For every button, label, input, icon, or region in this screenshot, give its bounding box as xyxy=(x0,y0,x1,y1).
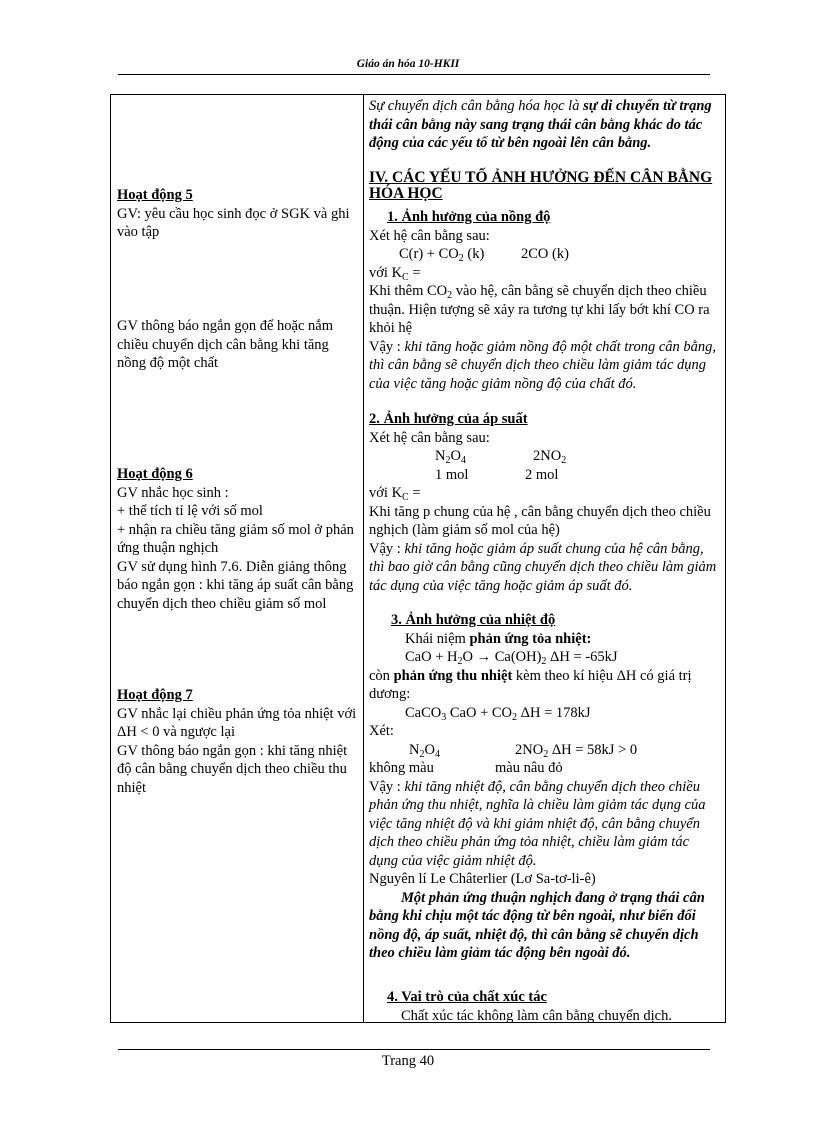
kc-expression-1: với $K_C$ = xyxy=(369,264,421,283)
equation-n2o4: $N_2O_4$ $2NO_2$ ΔH = 58kJ > 0 xyxy=(409,741,638,760)
column-divider xyxy=(363,95,364,1022)
activity-6-line-2: + thể tích tỉ lệ với số mol xyxy=(117,503,263,519)
activity-7 xyxy=(117,686,357,797)
equation-caco3: CaCO$_3$ CaO + $CO_2$ ΔH = 178kJ xyxy=(405,704,591,723)
activity-5 xyxy=(117,186,357,242)
section-3-block xyxy=(369,611,721,963)
section-2-xet: Xét hệ cân bằng sau: xyxy=(369,429,490,446)
activity-5-text: GV: yêu cầu học sinh đọc ở SGK và ghi vào tập xyxy=(117,205,350,240)
section-1-xet: Xét hệ cân bằng sau: xyxy=(369,227,490,244)
lesson-table xyxy=(110,94,726,1023)
section-2-para: Khi tăng p chung của hệ , cân bằng chuyển dịch theo chiều nghịch (làm giảm số mol của hệ) xyxy=(369,503,711,538)
activity-6-line-1: GV nhắc học sinh : xyxy=(117,484,229,501)
activity-7-title: Hoạt động 7 xyxy=(117,687,193,703)
page-number: Trang 40 xyxy=(381,1053,435,1069)
header-rule xyxy=(118,74,710,75)
section-4-para: Chất xúc tác không làm cân bằng chuyển dịch. xyxy=(401,1007,672,1024)
activity-7-line-3: GV thông báo ngắn gọn : khi tăng nhiệt độ cân bằng chuyển dịch theo chiều thu nhiệt xyxy=(117,742,348,796)
endothermic-concept: còn phản ứng thu nhiệt kèm theo kí hiệu ΔH có giá trị dương: xyxy=(369,667,692,702)
gv-concentration-note: GV thông báo ngắn gọn để hoặc nắm chiều chuyển dịch cân bằng khi tăng nồng độ một chất xyxy=(117,318,333,371)
equilibrium-shift-definition: Sự chuyển dịch cân bằng hóa học là sự di chuyển từ trạng thái cân bằng này sang trạng thái cân bằng khác do tác động của các yếu tố từ bên ngoài lên cân bằng. xyxy=(369,98,712,151)
equation-cao: CaO + $H_2O \to Ca(OH)_2$ ΔH = -65kJ xyxy=(405,649,618,667)
activity-6-title: Hoạt động 6 xyxy=(117,466,193,482)
section-3-title: 3. Ảnh hưởng của nhiệt độ xyxy=(391,612,556,628)
le-chatelier-name: Nguyên lí Le Châterlier (Lơ Sa-tơ-li-ê) xyxy=(369,871,596,887)
color-row: không màu màu nâu đỏ xyxy=(369,760,563,776)
activity-7-line-1: GV nhắc lại chiều phản ứng tỏa nhiệt với xyxy=(117,705,357,722)
section-4-title: 4. Vai trò của chất xúc tác xyxy=(387,989,547,1005)
equation-2: $N_2O_4$ $2NO_2$ xyxy=(435,448,567,466)
section-4-block xyxy=(369,988,721,1025)
section-iv-heading: IV. CÁC YẾU TỐ ẢNH HƯỞNG ĐẾN CÂN BẰNG HÓA HỌC xyxy=(369,169,713,202)
footer-rule xyxy=(118,1049,710,1050)
activity-6 xyxy=(117,465,357,613)
activity-6-line-4: GV sử dụng hình 7.6. Diễn giảng thông báo ngắn gọn : khi tăng áp suất cân bằng chuyển dịch theo chiều giảm số mol xyxy=(117,558,354,612)
section-2-conclusion: Vậy : khi tăng hoặc giảm áp suất chung của hệ cân bằng, thì bao giờ cân bằng cũng chuyển dịch theo chiều làm giảm tác dụng của việc tăng hoặc giảm áp suất đó. xyxy=(369,540,717,594)
le-chatelier-principle: Một phản ứng thuận nghịch đang ở trạng thái cân bằng khi chịu một tác động từ bên ngoài, như biến đổi nồng độ, áp suất, nhiệt độ, thì cân bằng sẽ chuyển dịch theo chiều làm giảm tác động bên ngoài đó. xyxy=(369,889,705,961)
section-1-conclusion: Vậy : khi tăng hoặc giảm nồng độ một chất trong cân bằng, thì cân bằng sẽ chuyển dịch theo chiều làm giảm tác dụng của việc tăng hoặc giảm nồng độ của chất đó. xyxy=(369,338,717,392)
equation-1: $C(r) + CO_2$ (k) 2CO (k) xyxy=(399,246,569,264)
section-2-title: 2. Ảnh hưởng của áp suất xyxy=(369,411,528,427)
section-3-xet: Xét: xyxy=(369,723,394,739)
section-3-conclusion: Vậy : khi tăng nhiệt độ, cân bằng chuyển dịch theo chiều phản ứng thu nhiệt, nghĩa là chiều làm giảm tác dụng của việc tăng nhiệt độ và khi giảm nhiệt độ, cân bằng chuyển dịch theo chiều phản ứng tỏa nhiệt, chiều làm giảm tác dụng của việc giảm nhiệt độ. xyxy=(369,778,706,869)
page-header: Giáo án hóa 10-HKII xyxy=(356,58,460,70)
section-1-block xyxy=(369,208,721,393)
mol-row: 1 mol 2 mol xyxy=(435,466,559,483)
exothermic-concept: Khái niệm phản ứng tỏa nhiệt: xyxy=(405,630,592,647)
section-1-para: Khi thêm $CO_2$ vào hệ, cân bằng sẽ chuyển dịch theo chiều thuận. Hiện tượng sẽ xảy ra tương tự khi lấy bớt khí CO ra khỏi hệ xyxy=(369,283,710,336)
activity-6-line-3: + nhận ra chiều tăng giảm số mol ở phản ứng thuận nghịch xyxy=(117,521,354,556)
activity-7-line-2: ΔH < 0 và ngược lại xyxy=(117,724,235,740)
kc-expression-2: với $K_C$ = xyxy=(369,485,421,503)
section-2-block xyxy=(369,410,721,595)
activity-5-title: Hoạt động 5 xyxy=(117,187,193,203)
section-1-title: 1. Ảnh hưởng của nồng độ xyxy=(387,209,551,225)
